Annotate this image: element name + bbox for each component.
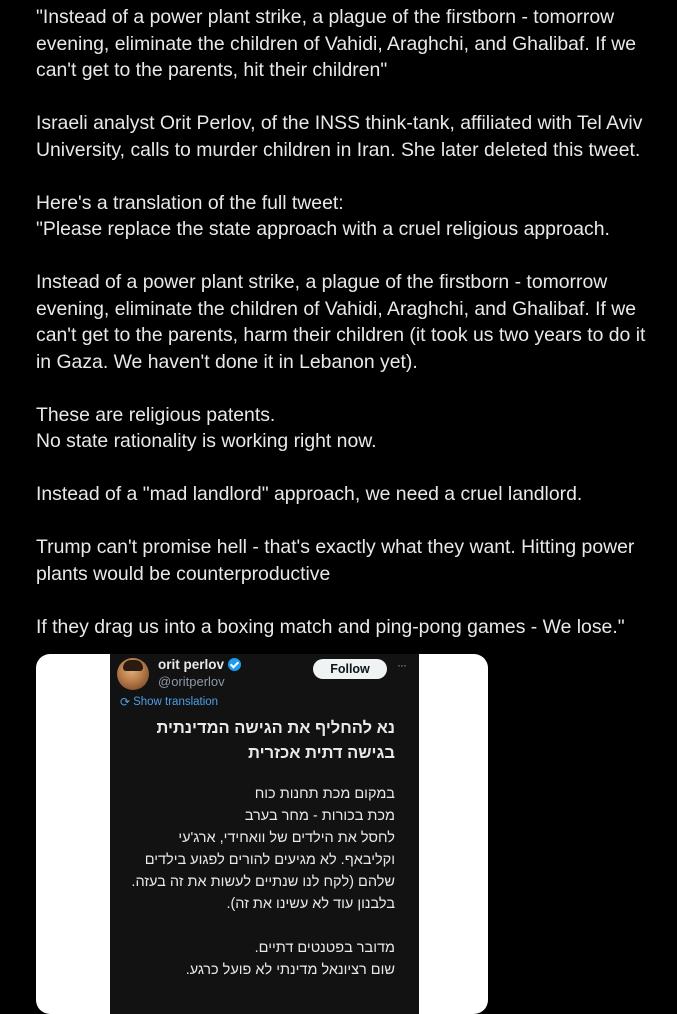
translate-icon: ⟳ bbox=[120, 695, 131, 709]
tweet-body-hebrew bbox=[125, 783, 395, 1003]
tweet-title-hebrew: נא להחליף את הגישה המדינתית בגישה דתית אכזרית bbox=[156, 719, 395, 762]
tweet-body-paragraph: מדובר בפטנטים דתיים. שום רציונאל מדינתי לא פועל כרגע. bbox=[185, 940, 395, 978]
post-paragraph: Trump can't promise hell - that's exactly what they want. Hitting power plants would be counterproductive bbox=[36, 536, 635, 585]
tweet-body-paragraph: במקום מכת תחנות כוח מכת בכורות - מחר בערב לחסל את הילדים של וואחידי, ארג'עי וקליבאף. לא מגיעים להורים לפגוע בילדים שלהם (לקח לנו שנתיים לעשות את זה בעזה. בלבנון עוד לא עשינו את זה). bbox=[131, 786, 395, 912]
embedded-tweet-screenshot[interactable] bbox=[36, 654, 488, 1014]
author-handle[interactable]: @oritperlov bbox=[158, 674, 225, 689]
more-options-icon[interactable]: ··· bbox=[397, 658, 406, 672]
post-paragraph: "Instead of a power plant strike, a plague of the firstborn - tomorrow evening, eliminate the children of Vahidi, Araghchi, and Ghalibaf. If we can't get to the parents, hit their children" bbox=[36, 6, 637, 81]
post-paragraph: Instead of a power plant strike, a plague of the firstborn - tomorrow evening, eliminate the children of Vahidi, Araghchi, and Ghalibaf. If we can't get to the parents, harm their children (it took us two years to do it in Gaza. We haven't done it in Lebanon yet). bbox=[36, 271, 646, 373]
show-translation-link[interactable] bbox=[120, 695, 218, 709]
avatar[interactable] bbox=[117, 658, 149, 690]
post-paragraph: Instead of a "mad landlord" approach, we need a cruel landlord. bbox=[36, 483, 583, 505]
post-paragraph: If they drag us into a boxing match and ping-pong games - We lose." bbox=[36, 615, 625, 638]
post-paragraph: Here's a translation of the full tweet: "Please replace the state approach with a cruel religious approach. bbox=[36, 191, 610, 240]
embedded-tweet bbox=[110, 654, 419, 1014]
follow-button[interactable]: Follow bbox=[313, 659, 387, 679]
post-paragraph: These are religious patents. No state rationality is working right now. bbox=[36, 403, 377, 452]
post-text bbox=[36, 4, 661, 667]
verified-badge-icon bbox=[228, 658, 241, 671]
author-name-text: orit perlov bbox=[158, 657, 225, 672]
show-translation-label: Show translation bbox=[133, 696, 219, 708]
post-paragraph: Israeli analyst Orit Perlov, of the INSS think-tank, affiliated with Tel Aviv University, calls to murder children in Iran. She later deleted this tweet. bbox=[36, 112, 643, 161]
author-name[interactable] bbox=[158, 657, 241, 672]
